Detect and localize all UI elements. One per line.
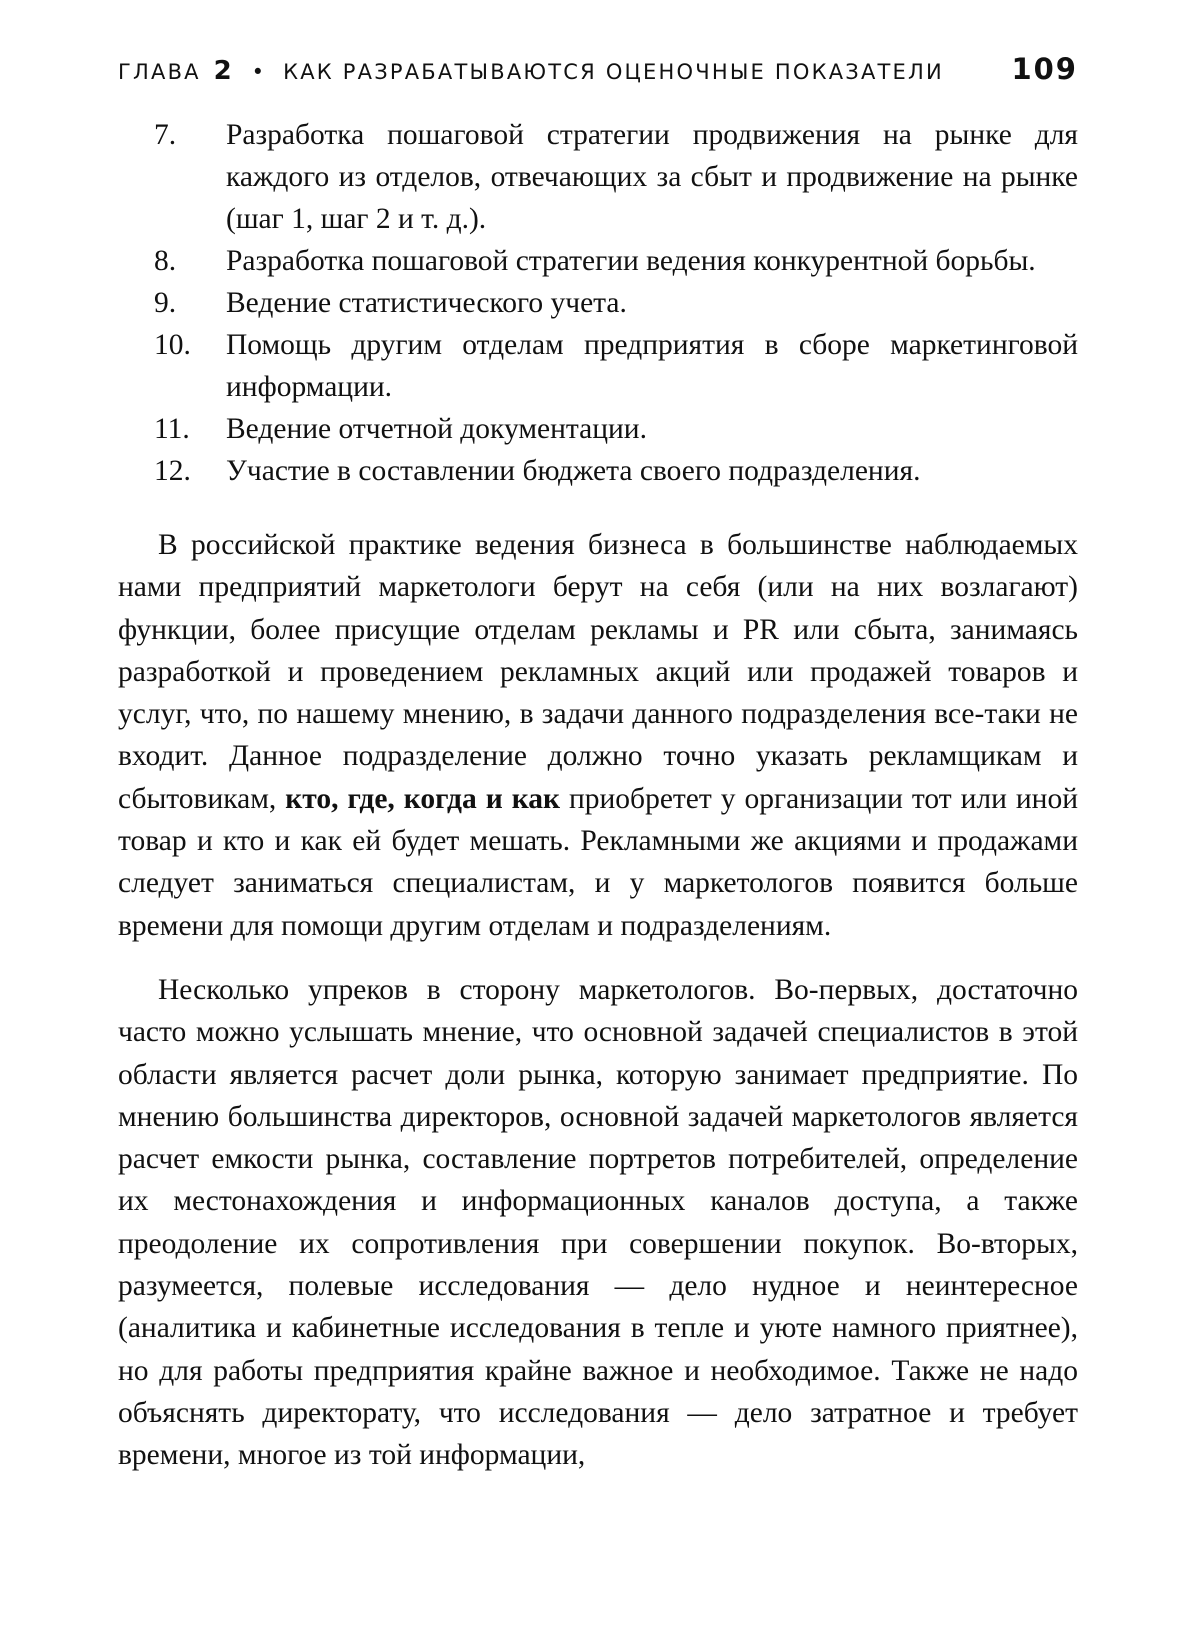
list-item-number: 8. bbox=[154, 245, 177, 277]
paragraph-reproaches bbox=[118, 969, 1078, 1477]
list-item-9 bbox=[154, 282, 1078, 324]
list-item-8 bbox=[154, 240, 1078, 282]
list-item-number: 9. bbox=[154, 287, 177, 319]
list-item-text: Разработка пошаговой стратегии продвижения на рынке для каждого из отделов, отвечающих за сбыт и продвижение на рынке (шаг 1, шаг 2 и т. д.). bbox=[226, 119, 1078, 235]
list-item-text: Ведение отчетной документации. bbox=[226, 413, 647, 445]
list-item-11 bbox=[154, 408, 1078, 450]
list-item-number: 12. bbox=[154, 455, 191, 487]
list-item-text: Помощь другим отделам предприятия в сборе маркетинговой информации. bbox=[226, 329, 1078, 403]
chapter-word: ГЛАВА bbox=[118, 60, 201, 84]
list-item-12 bbox=[154, 450, 1078, 492]
chapter-title: КАК РАЗРАБАТЫВАЮТСЯ ОЦЕНОЧНЫЕ ПОКАЗАТЕЛИ bbox=[283, 60, 944, 84]
paragraph-emphasis: кто, где, когда и как bbox=[285, 782, 560, 815]
running-header bbox=[118, 52, 1078, 92]
list-item-10 bbox=[154, 324, 1078, 408]
paragraph-text: приобретет у организации тот или иной товар и кто и как ей будет мешать. Рекламными же акциями и продажами следует заниматься специалистам, и у маркетологов появится больше времени для помощи другим отделам и подразделениям. bbox=[118, 782, 1078, 942]
chapter-number: 2 bbox=[213, 56, 232, 86]
list-item-number: 11. bbox=[154, 413, 190, 445]
paragraph-text: Несколько упреков в сторону маркетологов. Во-первых, достаточно часто можно услышать мнение, что основной задачей специалистов в этой области является расчет доли рынка, которую занимает предприятие. По мнению большинства директоров, основной задачей маркетологов является расчет емкости рынка, составление портретов потребителей, определение их местонахождения и информационных каналов доступа, а также преодоление их сопротивления при совершении покупок. Во-вторых, разумеется, полевые исследования — дело нудное и неинтересное (аналитика и кабинетные исследования в тепле и уюте намного приятнее), но для работы предприятия крайне важное и необходимое. Также не надо объяснять директорату, что исследования — дело затратное и требует времени, многое из той информации, bbox=[118, 974, 1078, 1472]
list-item-number: 7. bbox=[154, 119, 177, 151]
chapter-heading bbox=[118, 56, 944, 86]
numbered-list bbox=[0, 114, 1191, 492]
list-item-text: Участие в составлении бюджета своего подразделения. bbox=[226, 455, 921, 487]
paragraph-russian-practice bbox=[118, 524, 1078, 947]
list-item-text: Разработка пошаговой стратегии ведения конкурентной борьбы. bbox=[226, 245, 1036, 277]
paragraph-text: В российской практике ведения бизнеса в большинстве наблюдаемых нами предприятий маркетологи берут на себя (или на них возлагают) функции, более присущие отделам рекламы и PR или сбыта, занимаясь разработкой и проведением рекламных акций или продажей товаров и услуг, что, по нашему мнению, в задачи данного подразделения все-таки не входит. Данное подразделение должно точно указать рекламщикам и сбытовикам, bbox=[118, 529, 1078, 815]
page-number: 109 bbox=[1011, 52, 1078, 86]
list-item-text: Ведение статистического учета. bbox=[226, 287, 627, 319]
list-item-number: 10. bbox=[154, 329, 191, 361]
separator-bullet: • bbox=[251, 60, 267, 84]
list-item-7 bbox=[154, 114, 1078, 240]
